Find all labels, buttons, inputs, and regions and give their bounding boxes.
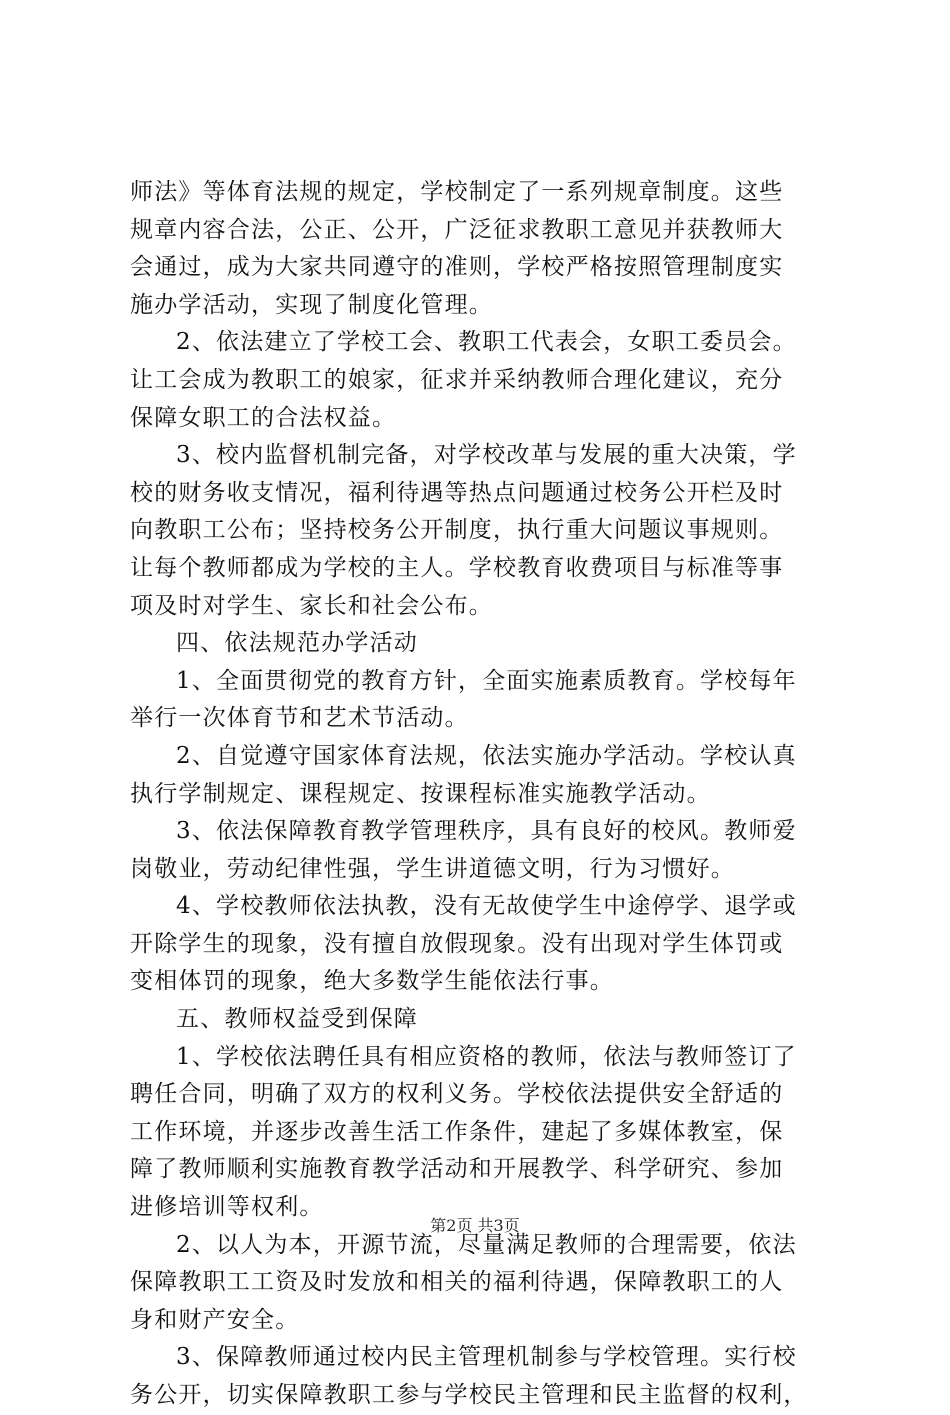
paragraph-start-line: 3、校内监督机制完备，对学校改革与发展的重大决策，学: [176, 442, 797, 469]
paragraph-start-line: 2、以人为本，开源节流，尽量满足教师的合理需要，依法: [176, 1231, 797, 1258]
text-line: 岗敬业，劳动纪律性强，学生讲道德文明，行为习惯好。: [130, 855, 735, 882]
text-line: 障了教师顺利实施教育教学活动和开展教学、科学研究、参加: [130, 1156, 784, 1183]
text-line: 保障女职工的合法权益。: [130, 404, 397, 431]
text-line: 工作环境，并逐步改善生活工作条件，建起了多媒体教室，保: [130, 1118, 784, 1145]
text-line: 会通过，成为大家共同遵守的准则，学校严格按照管理制度实: [130, 254, 784, 281]
text-line: 变相体罚的现象，绝大多数学生能依法行事。: [130, 968, 614, 995]
text-line: 聘任合同，明确了双方的权利义务。学校依法提供安全舒适的: [130, 1081, 784, 1108]
paragraph-start-line: 2、自觉遵守国家体育法规，依法实施办学活动。学校认真: [176, 742, 797, 769]
page-footer: 第2页 共3页: [430, 1216, 520, 1235]
text-line: 规章内容合法，公正、公开，广泛征求教职工意见并获教师大: [130, 216, 784, 243]
text-line: 施办学活动，实现了制度化管理。: [130, 291, 493, 318]
paragraph-start-line: 1、学校依法聘任具有相应资格的教师，依法与教师签订了: [176, 1043, 797, 1070]
text-line: 身和财产安全。: [130, 1306, 300, 1333]
text-line: 让工会成为教职工的娘家，征求并采纳教师合理化建议，充分: [130, 366, 784, 393]
paragraph-start-line: 3、保障教师通过校内民主管理机制参与学校管理。实行校: [176, 1344, 797, 1371]
text-line: 保障教职工工资及时发放和相关的福利待遇，保障教职工的人: [130, 1269, 784, 1296]
text-line: 开除学生的现象，没有擅自放假现象。没有出现对学生体罚或: [130, 930, 784, 957]
text-line: 执行学制规定、课程规定、按课程标准实施教学活动。: [130, 780, 711, 807]
paragraph-start-line: 1、全面贯彻党的教育方针，全面实施素质教育。学校每年: [176, 667, 797, 694]
text-line: 项及时对学生、家长和社会公布。: [130, 592, 493, 619]
text-line: 让每个教师都成为学校的主人。学校教育收费项目与标准等事: [130, 554, 784, 581]
text-line: 师法》等体育法规的规定，学校制定了一系列规章制度。这些: [130, 179, 784, 205]
paragraph-start-line: 2、依法建立了学校工会、教职工代表会，女职工委员会。: [176, 329, 797, 356]
text-line: 向教职工公布；坚持校务公开制度，执行重大问题议事规则。: [130, 517, 784, 544]
section-heading: 四、依法规范办学活动: [176, 630, 418, 657]
section-heading: 五、教师权益受到保障: [176, 1006, 418, 1033]
text-line: 校的财务收支情况，福利待遇等热点问题通过校务公开栏及时: [130, 479, 784, 506]
paragraph-start-line: 4、学校教师依法执教，没有无故使学生中途停学、退学或: [176, 893, 797, 920]
text-line: 进修培训等权利。: [130, 1194, 324, 1221]
text-line: 务公开，切实保障教职工参与学校民主管理和民主监督的权利，: [130, 1382, 808, 1408]
text-line: 举行一次体育节和艺术节活动。: [130, 705, 469, 732]
paragraph-start-line: 3、依法保障教育教学管理秩序，具有良好的校风。教师爱: [176, 818, 797, 845]
